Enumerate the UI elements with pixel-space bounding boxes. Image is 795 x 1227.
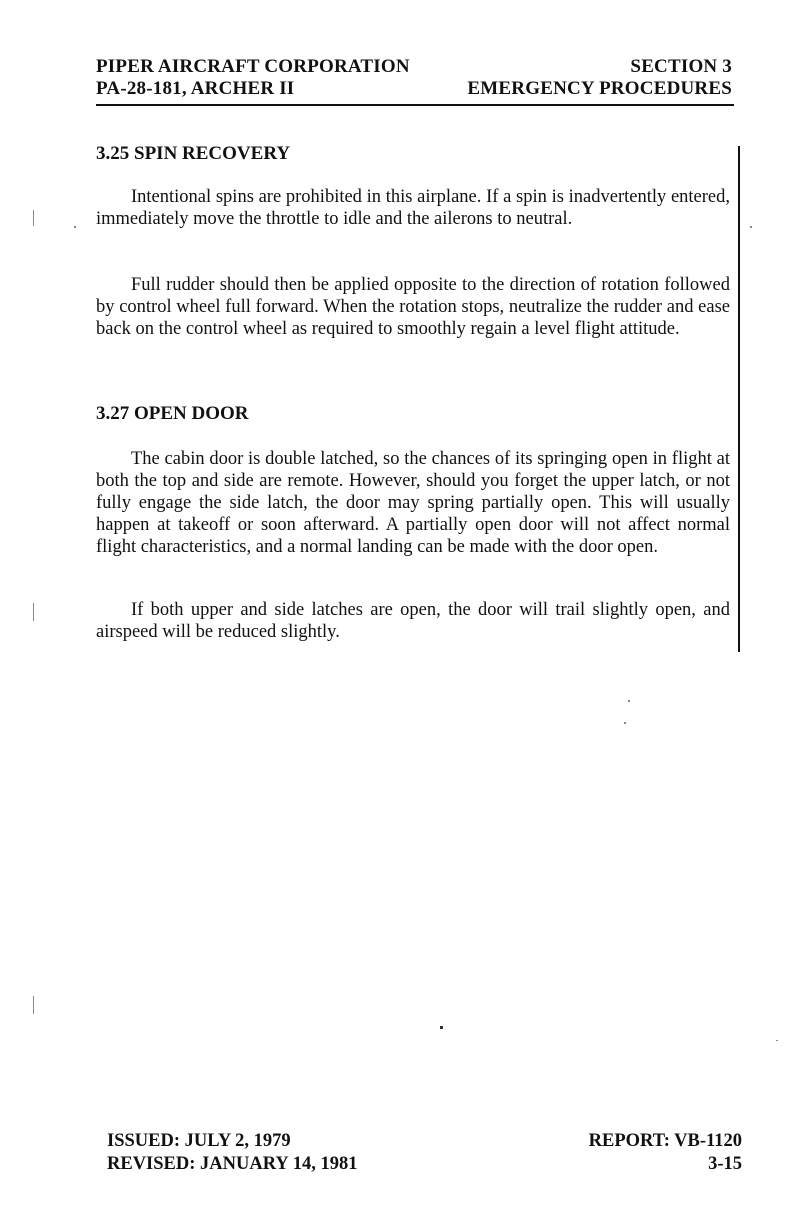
scan-speck — [33, 603, 34, 621]
section-title-open-door: 3.27 OPEN DOOR — [96, 403, 249, 424]
revision-change-bar — [738, 146, 740, 652]
scan-speck — [750, 226, 752, 228]
scan-speck — [33, 996, 34, 1014]
paragraph-spin-1: Intentional spins are prohibited in this airplane. If a spin is inadvertently entered, immediately move the throttle to idle and the ailerons to neutral. — [96, 187, 730, 229]
section-title-spin-recovery: 3.25 SPIN RECOVERY — [96, 143, 291, 164]
header-row-1 — [96, 56, 732, 78]
header-divider — [96, 104, 734, 106]
scan-speck — [33, 210, 34, 226]
header-chapter: EMERGENCY PROCEDURES — [467, 78, 732, 99]
footer-report-number: REPORT: VB-1120 — [588, 1131, 742, 1151]
paragraph-door-2: If both upper and side latches are open, the door will trail slightly open, and airspeed will be reduced slightly. — [96, 600, 730, 642]
footer-report — [560, 1130, 742, 1176]
header-model: PA-28-181, ARCHER II — [96, 78, 295, 99]
header-section: SECTION 3 — [630, 56, 732, 77]
footer-revised: REVISED: JANUARY 14, 1981 — [107, 1154, 358, 1174]
scan-speck — [776, 1040, 778, 1041]
scan-speck — [74, 226, 76, 228]
paragraph-door-1: The cabin door is double latched, so the chances of its springing open in flight at both the top and side are remote. However, should you forget the upper latch, or not fully engage the side latch, the door may spring partially open. This will usually happen at takeoff or soon afterward. A partially open door will not affect normal flight characteristics, and a normal landing can be made with the door open. — [96, 449, 730, 557]
scan-speck — [624, 722, 626, 724]
header-row-2 — [96, 78, 732, 100]
footer-issued: ISSUED: JULY 2, 1979 — [107, 1131, 291, 1151]
paragraph-spin-2: Full rudder should then be applied opposite to the direction of rotation followed by control wheel full forward. When the rotation stops, neutralize the rudder and ease back on the control wheel as required to smoothly regain a level flight attitude. — [96, 275, 730, 339]
footer-page-number: 3-15 — [708, 1154, 742, 1174]
footer-dates — [107, 1130, 357, 1176]
scan-speck — [628, 700, 630, 702]
header-company: PIPER AIRCRAFT CORPORATION — [96, 56, 410, 77]
scan-speck — [440, 1026, 443, 1029]
